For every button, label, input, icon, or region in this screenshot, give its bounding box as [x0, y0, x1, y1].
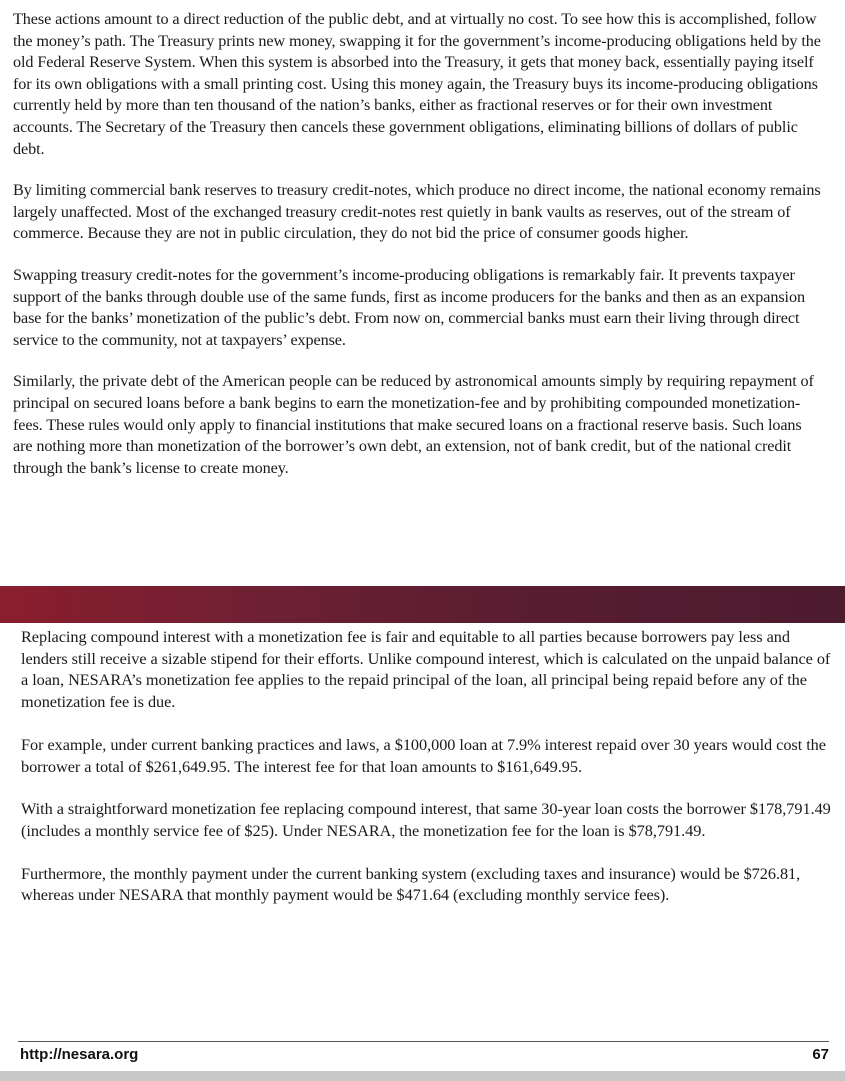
paragraph-credit-note-swap: Swapping treasury credit-notes for the government’s income-producing obligations is remarkably fair. It prevents taxpayer support of the banks through double use of the same funds, first as income producers for the banks and then as an expansion base for the banks’ monetization of the public’s debt. From now on, commercial banks must earn their living through direct service to the community, not at taxpayers’ expense.: [13, 265, 805, 349]
lower-text-block: [21, 626, 831, 927]
lower-page-excerpt: [0, 623, 845, 1071]
page-footer: [20, 1045, 829, 1065]
footer-url-link[interactable]: http://nesara.org: [20, 1046, 139, 1063]
paragraph-monetization-fee: Replacing compound interest with a monetization fee is fair and equitable to all parties because borrowers pay less and lenders still receive a sizable stipend for their efforts. Unlike compound interest, which is calculated on the unpaid balance of a loan, NESARA’s monetization fee applies to the repaid principal of the loan, all principal being repaid before any of the monetization fee is due.: [21, 627, 831, 712]
paragraph-public-debt-reduction: These actions amount to a direct reduction of the public debt, and at virtually no cost. To see how this is accomplished, follow the money’s path. The Treasury prints new money, swapping it for the government’s income-producing obligations held by the old Federal Reserve System. When this system is absorbed into the Treasury, it gets that money back, essentially paying itself for its own obligations with a small printing cost. Using this money again, the Treasury buys its income-producing obligations currently held by more than ten thousand of the nation’s banks, either as fractional reserves or for their own investment accounts. The Secretary of the Treasury then cancels these government obligations, eliminating billions of dollars of public debt.: [13, 10, 821, 158]
viewer-bottom-strip: [0, 1071, 845, 1081]
section-divider-band: [0, 586, 845, 623]
footer-rule: [18, 1041, 829, 1042]
paragraph-monthly-payment: Furthermore, the monthly payment under the current banking system (excluding taxes and insurance) would be $726.81, whereas under NESARA that monthly payment would be $471.64 (excluding monthly service fees).: [21, 863, 801, 905]
page-number: 67: [812, 1046, 829, 1063]
paragraph-private-debt: Similarly, the private debt of the American people can be reduced by astronomical amounts simply by requiring repayment of principal on secured loans before a bank begins to earn the monetization-fee and by prohibiting compounded monetization-fees. These rules would only apply to financial institutions that make secured loans on a fractional reserve basis. Such loans are nothing more than monetization of the borrower’s own debt, an extension, not of bank credit, but of the national credit through the bank’s license to create money.: [13, 372, 814, 477]
upper-text-block: [13, 9, 823, 499]
paragraph-nesara-loan-cost: With a straightforward monetization fee replacing compound interest, that same 30-year loan costs the borrower $178,791.49 (includes a monthly service fee of $25). Under NESARA, the monetization fee for the loan is $78,791.49.: [21, 799, 831, 840]
paragraph-loan-example: For example, under current banking practices and laws, a $100,000 loan at 7.9% interest repaid over 30 years would cost the borrower a total of $261,649.95. The interest fee for that loan amounts to $161,649.95.: [21, 734, 826, 776]
paragraph-bank-reserves: By limiting commercial bank reserves to treasury credit-notes, which produce no direct income, the national economy remains largely unaffected. Most of the exchanged treasury credit-notes rest quietly in bank vaults as reserves, out of the stream of commerce. Because they are not in public circulation, they do not bid the price of consumer goods higher.: [13, 181, 821, 243]
